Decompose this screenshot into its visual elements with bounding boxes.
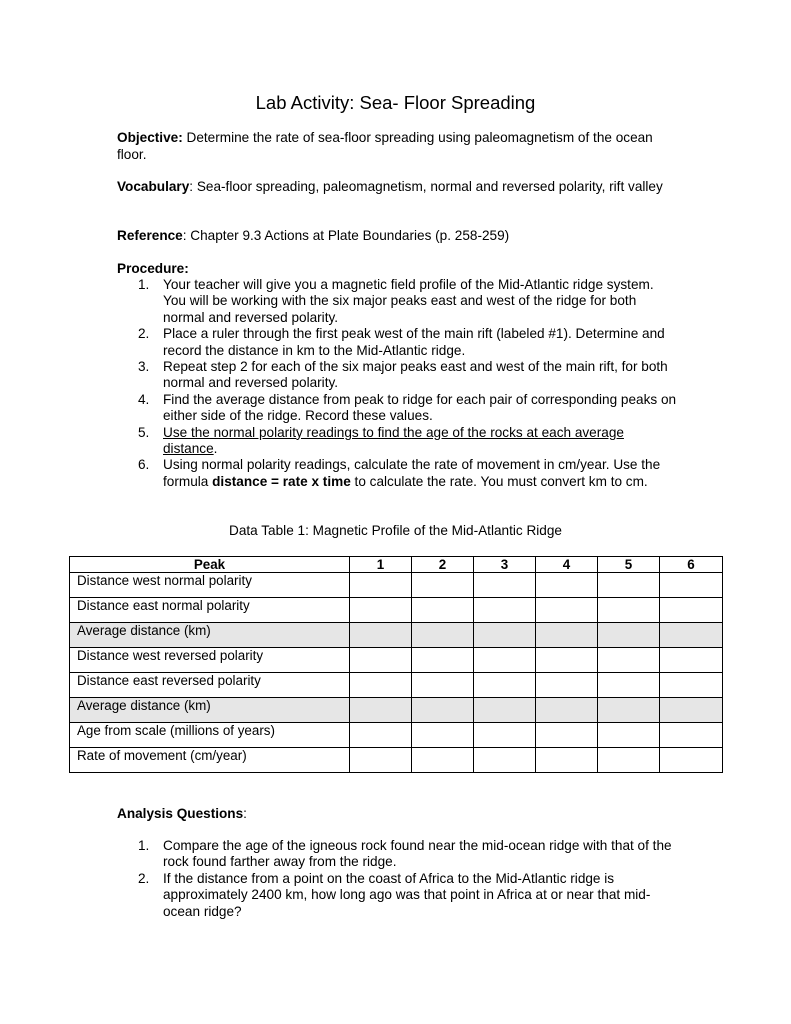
table-row	[70, 723, 723, 748]
row-label: Distance east normal polarity	[70, 598, 350, 623]
input-cell[interactable]	[660, 598, 723, 623]
row-label: Average distance (km)	[70, 698, 350, 723]
input-cell[interactable]	[536, 623, 598, 648]
procedure-step	[117, 392, 677, 425]
input-cell[interactable]	[660, 623, 723, 648]
step-number: 6.	[138, 457, 150, 473]
step-text: Find the average distance from peak to ridge for each pair of corresponding peaks on either side of the ridge. Record these values.	[163, 391, 677, 424]
step-text: Using normal polarity readings, calculate the rate of movement in cm/year. Use the formula	[163, 457, 661, 489]
analysis-list	[117, 838, 677, 920]
input-cell[interactable]	[350, 623, 412, 648]
procedure-step	[117, 359, 677, 392]
procedure-list	[117, 277, 677, 490]
input-cell[interactable]	[350, 573, 412, 598]
input-cell[interactable]	[350, 673, 412, 698]
objective-text: Determine the rate of sea-floor spreading using paleomagnetism of the ocean floor.	[117, 130, 653, 162]
reference-label: Reference	[117, 228, 183, 243]
table-caption: Data Table 1: Magnetic Profile of the Mid-Atlantic Ridge	[229, 523, 562, 538]
row-label: Average distance (km)	[70, 623, 350, 648]
input-cell[interactable]	[660, 673, 723, 698]
input-cell[interactable]	[598, 698, 660, 723]
input-cell[interactable]	[474, 723, 536, 748]
input-cell[interactable]	[598, 623, 660, 648]
input-cell[interactable]	[412, 598, 474, 623]
procedure-step	[117, 326, 677, 359]
table-row	[70, 623, 723, 648]
input-cell[interactable]	[598, 723, 660, 748]
input-cell[interactable]	[660, 698, 723, 723]
input-cell[interactable]	[474, 698, 536, 723]
question-number: 1.	[138, 838, 150, 853]
table-row	[70, 698, 723, 723]
input-cell[interactable]	[412, 623, 474, 648]
row-label: Distance west normal polarity	[70, 573, 350, 598]
step-number: 4.	[138, 391, 150, 407]
step-number: 2.	[138, 326, 150, 342]
input-cell[interactable]	[536, 598, 598, 623]
input-cell[interactable]	[660, 748, 723, 773]
input-cell[interactable]	[474, 598, 536, 623]
input-cell[interactable]	[598, 598, 660, 623]
procedure-step	[117, 457, 677, 490]
input-cell[interactable]	[474, 573, 536, 598]
input-cell[interactable]	[350, 748, 412, 773]
analysis-question	[117, 871, 677, 920]
vocabulary-text: : Sea-floor spreading, paleomagnetism, normal and reversed polarity, rift valley	[189, 179, 663, 194]
step-text: Repeat step 2 for each of the six major peaks east and west of the main rift, for both normal and reversed polarity.	[163, 359, 668, 391]
input-cell[interactable]	[412, 748, 474, 773]
header-cell: 4	[536, 557, 598, 573]
reference-text: : Chapter 9.3 Actions at Plate Boundaries (p. 258-259)	[182, 228, 510, 243]
input-cell[interactable]	[536, 673, 598, 698]
data-table	[69, 556, 723, 773]
table-header-row	[70, 557, 723, 573]
step-text-underlined: Use the normal polarity readings to find the age of the rocks at each average distance	[163, 424, 624, 457]
step-text: .	[213, 441, 218, 457]
input-cell[interactable]	[660, 573, 723, 598]
procedure-heading: Procedure:	[117, 261, 189, 276]
input-cell[interactable]	[536, 748, 598, 773]
input-cell[interactable]	[660, 723, 723, 748]
input-cell[interactable]	[536, 698, 598, 723]
question-text: Compare the age of the igneous rock found near the mid-ocean ridge with that of the rock found farther away from the ridge.	[163, 838, 672, 870]
input-cell[interactable]	[474, 748, 536, 773]
header-cell: 3	[474, 557, 536, 573]
input-cell[interactable]	[350, 698, 412, 723]
page-title: Lab Activity: Sea- Floor Spreading	[255, 92, 536, 113]
analysis-question	[117, 838, 677, 871]
input-cell[interactable]	[474, 673, 536, 698]
input-cell[interactable]	[412, 648, 474, 673]
table-row	[70, 748, 723, 773]
reference-section	[117, 228, 677, 245]
objective-section	[117, 130, 677, 163]
input-cell[interactable]	[474, 623, 536, 648]
input-cell[interactable]	[598, 573, 660, 598]
header-cell: 1	[350, 557, 412, 573]
objective-label: Objective:	[117, 130, 183, 145]
row-label: Distance west reversed polarity	[70, 648, 350, 673]
input-cell[interactable]	[536, 573, 598, 598]
step-number: 1.	[138, 277, 150, 292]
input-cell[interactable]	[412, 573, 474, 598]
row-label: Age from scale (millions of years)	[70, 723, 350, 748]
formula-text: distance = rate x time	[212, 473, 351, 489]
input-cell[interactable]	[598, 673, 660, 698]
header-cell: 2	[412, 557, 474, 573]
input-cell[interactable]	[598, 648, 660, 673]
input-cell[interactable]	[660, 648, 723, 673]
header-cell: 5	[598, 557, 660, 573]
header-cell: 6	[660, 557, 723, 573]
input-cell[interactable]	[598, 748, 660, 773]
step-text: Place a ruler through the first peak west of the main rift (labeled #1). Determine and record the distance in km to the Mid-Atlantic ridge.	[163, 326, 665, 358]
step-text: Your teacher will give you a magnetic field profile of the Mid-Atlantic ridge system. You will be working with the six major peaks east and west of the ridge for both normal and reversed polarity.	[163, 277, 654, 325]
table-row	[70, 573, 723, 598]
step-text: to calculate the rate. You must convert km to cm.	[350, 473, 648, 489]
analysis-label: Analysis Questions	[117, 806, 244, 821]
input-cell[interactable]	[350, 648, 412, 673]
step-number: 5.	[138, 424, 150, 440]
input-cell[interactable]	[412, 723, 474, 748]
input-cell[interactable]	[412, 698, 474, 723]
vocabulary-section	[117, 179, 677, 196]
analysis-heading	[117, 806, 247, 822]
vocabulary-label: Vocabulary	[117, 179, 190, 194]
row-label: Distance east reversed polarity	[70, 673, 350, 698]
input-cell[interactable]	[412, 673, 474, 698]
input-cell[interactable]	[350, 598, 412, 623]
input-cell[interactable]	[474, 648, 536, 673]
procedure-step	[117, 277, 677, 326]
question-text: If the distance from a point on the coast of Africa to the Mid-Atlantic ridge is approximately 2400 km, how long ago was that point in Africa at or near that mid-ocean ridge?	[163, 870, 651, 919]
analysis-colon: :	[243, 806, 247, 821]
table-row	[70, 598, 723, 623]
input-cell[interactable]	[536, 648, 598, 673]
table-row	[70, 648, 723, 673]
header-cell: Peak	[70, 557, 350, 573]
input-cell[interactable]	[536, 723, 598, 748]
step-number: 3.	[138, 359, 150, 375]
table-row	[70, 673, 723, 698]
row-label: Rate of movement (cm/year)	[70, 748, 350, 773]
procedure-step	[117, 425, 677, 458]
input-cell[interactable]	[350, 723, 412, 748]
question-number: 2.	[138, 870, 150, 886]
